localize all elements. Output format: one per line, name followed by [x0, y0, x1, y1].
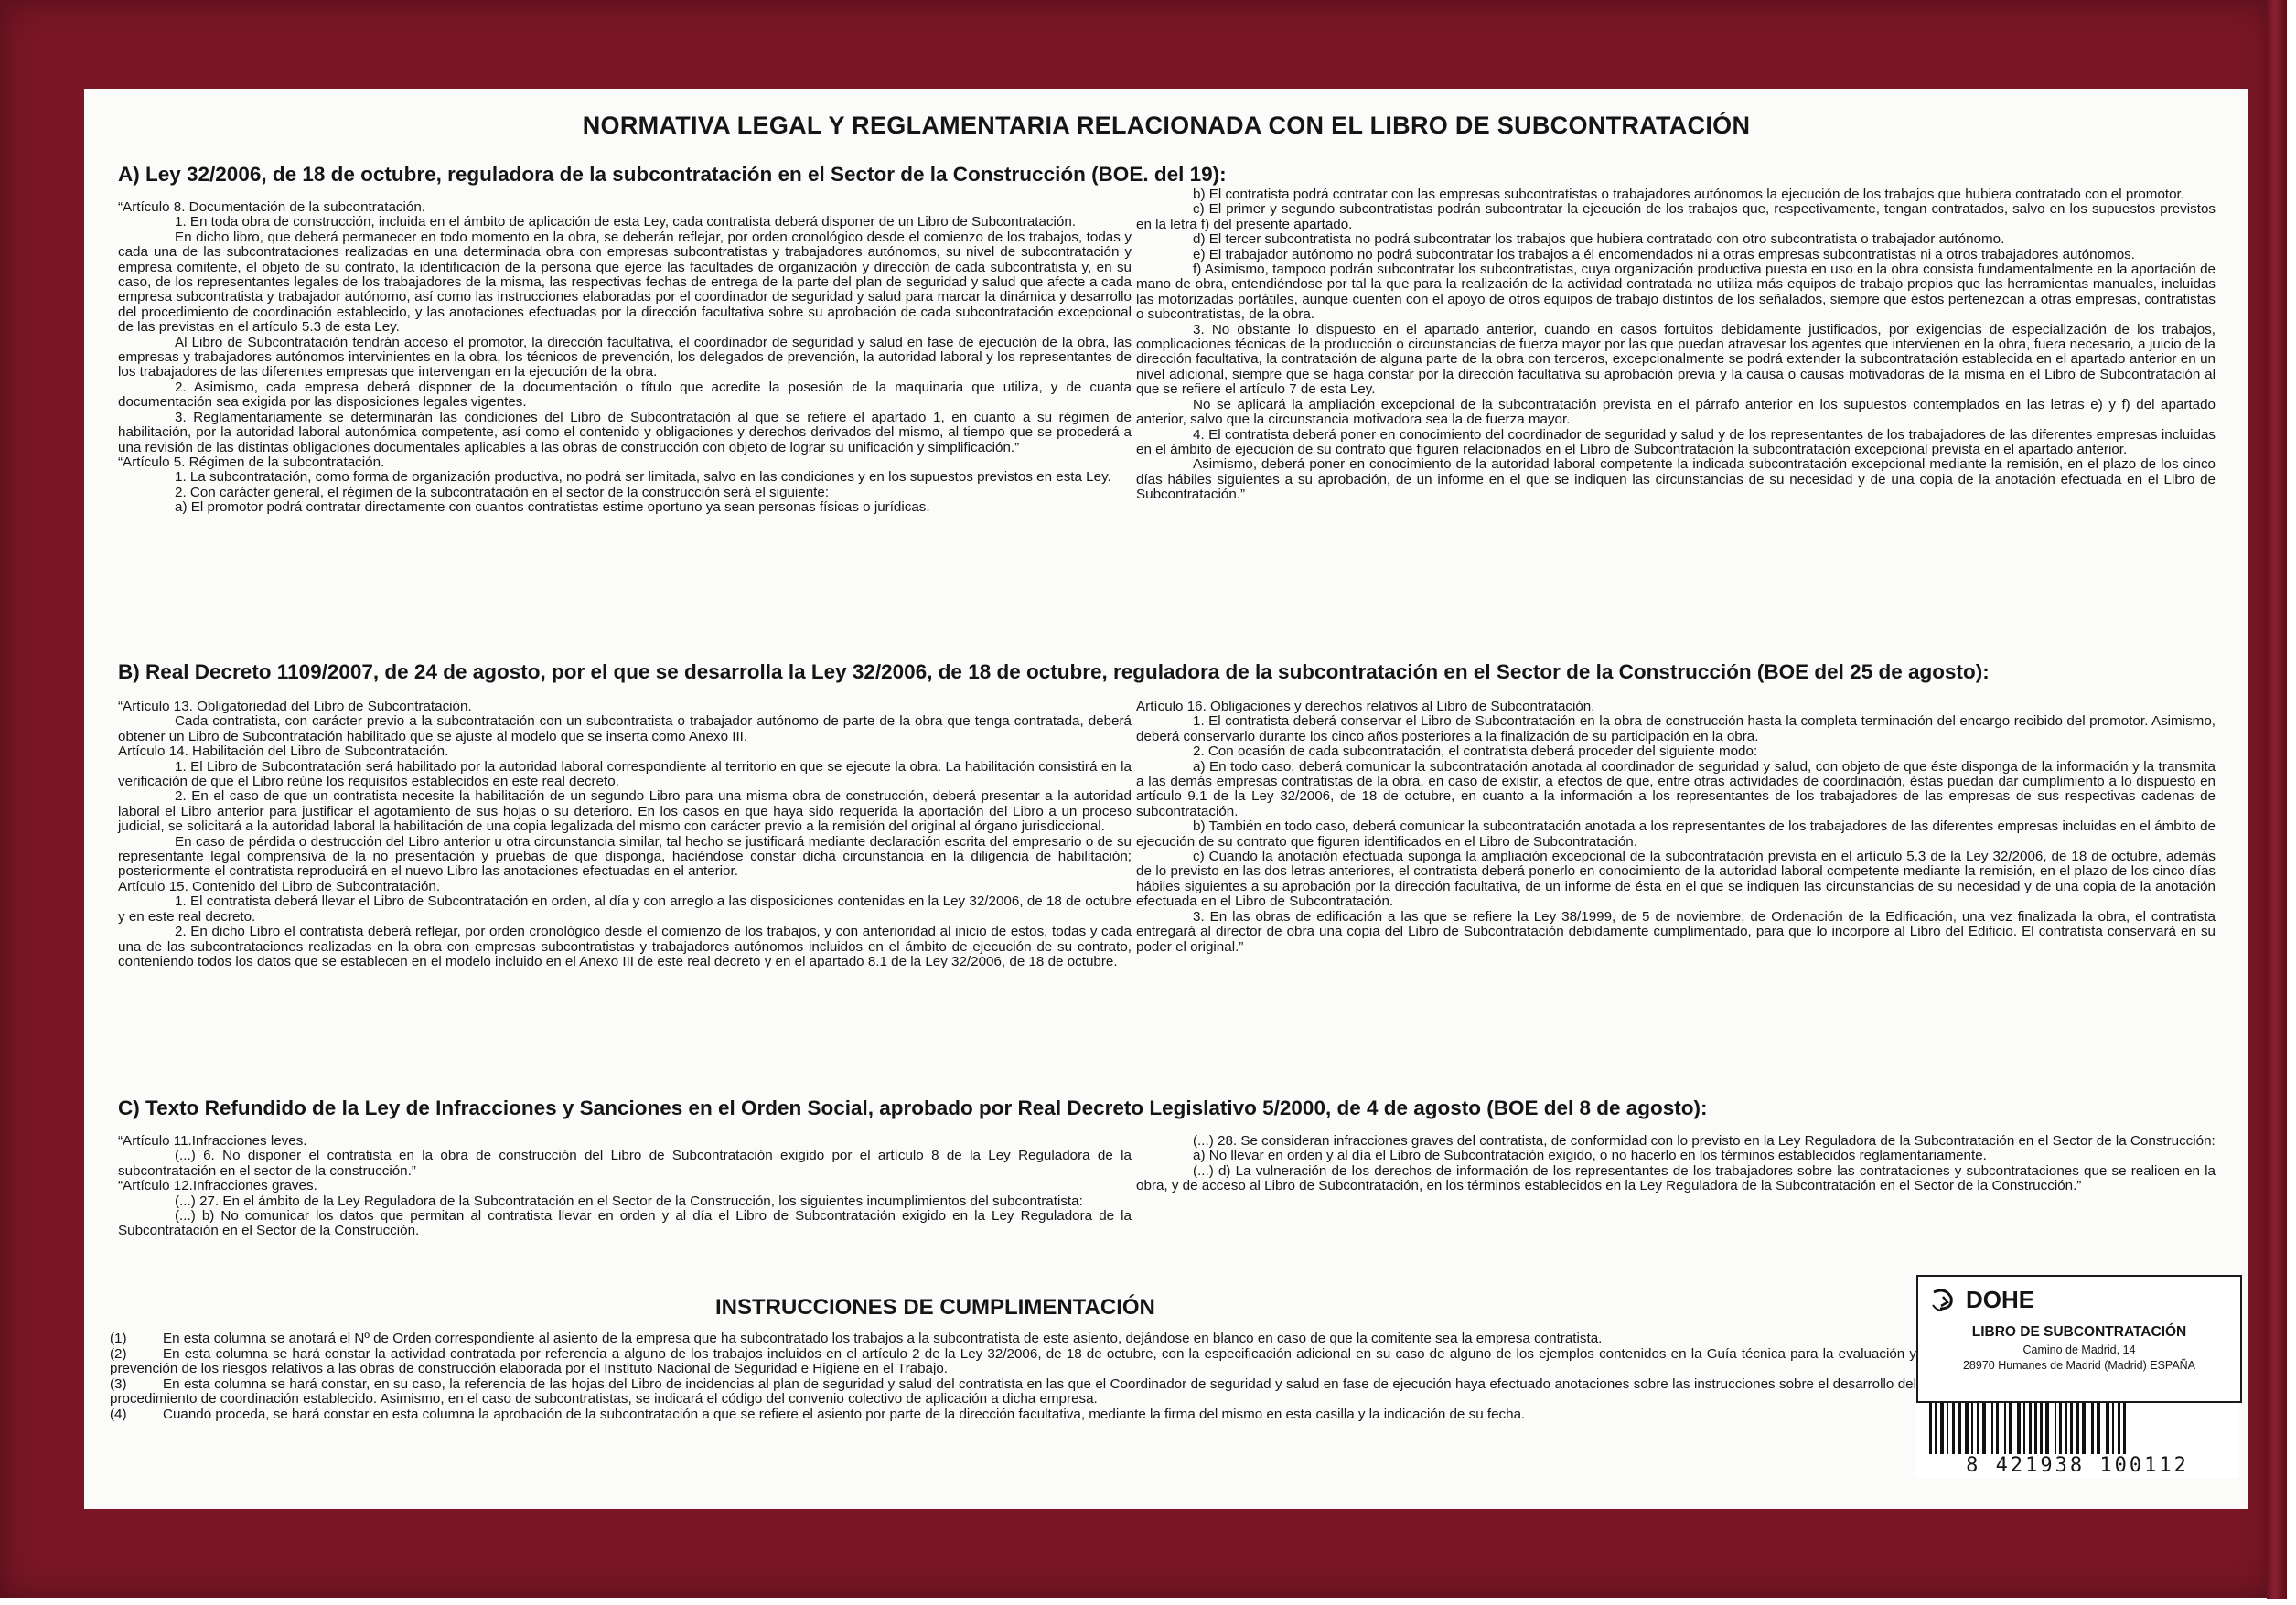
barcode-bar — [1958, 1403, 1961, 1454]
instructions-title: INSTRUCCIONES DE CUMPLIMENTACIÓN — [715, 1295, 1155, 1320]
paragraph: a) No llevar en orden y al día el Libro de Subcontratación exigido, o no hacerlo en los términos establecidos reglamentariamente. — [1193, 1148, 1987, 1164]
paragraph: “Artículo 13. Obligatoriedad del Libro de Subcontratación. — [118, 699, 472, 714]
paragraph: f) Asimismo, tampoco podrán subcontratar los subcontratistas, cuya organización productiva puesta en uso en la obra consista fundamentalmente en la aportación de mano de obra, entendiéndose por tal la que para la realización de la actividad contratada no utiliza más equipos de trabajo propios que las herramientas manuales, incluidas las motorizadas portátiles, aunque cuenten con el apoyo de otros equipos de trabajo distintos de los señalados, siempre que éstos pertenezcan a otras empresas, contratistas o subcontratistas, de la obra. — [1136, 262, 2216, 323]
paragraph: En caso de pérdida o destrucción del Libro anterior u otra circunstancia similar, tal hecho se justificará mediante declaración escrita del empresario o de su representante legal comprensiva de la no presentación y pruebas de que disponga, haciéndose constar dicha circunstancia en la diligencia de habilitación; posteriormente el contratista reproducirá en el nuevo Libro las anotaciones efectuadas en el anterior. — [118, 833, 1132, 880]
barcode-number: 8 421938 100112 — [1916, 1454, 2238, 1477]
paragraph: (...) b) No comunicar los datos que permitan al contratista llevar en orden y al día el Libro de Subcontratación exigido en la Ley Reguladora de la Subcontratación en el Sector de la Construcción. — [118, 1208, 1132, 1239]
paragraph: b) También en todo caso, deberá comunicar la subcontratación anotada a los representantes de los trabajadores de las diferentes empresas incluidas en el ámbito de ejecución de su contrato que figuren identificados en el Libro de Subcontratación. — [1136, 819, 2216, 850]
paragraph: Artículo 15. Contenido del Libro de Subcontratación. — [118, 878, 441, 894]
instructions-list — [110, 1332, 1916, 1423]
book-page-edge — [2267, 0, 2287, 1599]
barcode-bar — [1952, 1403, 1955, 1454]
barcode-bar — [2123, 1403, 2126, 1458]
barcode-bar — [1947, 1403, 1948, 1454]
paragraph: 3. Reglamentariamente se determinarán las condiciones del Libro de Subcontratación al que se refiere el apartado 1, en cuanto a su régimen de habilitación, por la autoridad laboral autonómica competente, así como el contenido y obligaciones y derechos derivados del mismo, al tiempo que se procederá a una revisión de las distintas obligaciones documentales aplicables a las obras de construcción con objeto de lograr su unificación y simplificación.” — [118, 409, 1132, 455]
paragraph: 2. En dicho Libro el contratista deberá reflejar, por orden cronológico desde el comienzo de los trabajos, y con anterioridad al inicio de estos, todas y cada una de las subcontrataciones realizadas en la obra con empresas subcontratistas y trabajadores autónomos incluidos en el ámbito de ejecución de su contrato, conteniendo todos los datos que se establecen en el modelo incluido en el Anexo III de este real decreto y en el apartado 8.1 de la Ley 32/2006, de 18 de octubre. — [118, 924, 1132, 969]
instruction-number: (2) — [110, 1345, 127, 1362]
paragraph: 1. El contratista deberá llevar el Libro de Subcontratación en orden, al día y con arreglo a las disposiciones contenidas en la Ley 32/2006, de 18 de octubre y en este real decreto. — [118, 893, 1132, 925]
instruction-number: (1) — [110, 1331, 127, 1346]
paragraph: Asimismo, deberá poner en conocimiento de la autoridad laboral competente la indicada subcontratación excepcional mediante la remisión, en el plazo de los cinco días hábiles siguientes a su aprobación, de un informe en el que se indiquen las circunstancias de su necesidad y de una copia de la anotación efectuada en el Libro de Subcontratación.” — [1136, 456, 2216, 503]
barcode-bar — [2017, 1403, 2021, 1454]
publisher-address-line2: 28970 Humanes de Madrid (Madrid) ESPAÑA — [1962, 1359, 2196, 1372]
paragraph: “Artículo 8. Documentación de la subcontratación. — [118, 199, 425, 215]
paragraph: “Artículo 12.Infracciones graves. — [118, 1178, 317, 1194]
section-b-heading: B) Real Decreto 1109/2007, de 24 de agosto, por el que se desarrolla la Ley 32/2006, de 18 de octubre, reguladora de la subcontratación en el Sector de la Construcción (BOE del 25 de agosto): — [118, 660, 1990, 683]
paragraph: (...) d) La vulneración de los derechos de información de los representantes de los trabajadores sobre las contrataciones y subcontrataciones que se realicen en la obra, y de acceso al Libro de Subcontratación, en los términos establecidos en la Ley Reguladora de la Subcontratación en el Sector de la Construcción.” — [1136, 1162, 2216, 1194]
barcode — [1916, 1403, 2238, 1478]
barcode-bar — [2065, 1403, 2067, 1454]
barcode-bar — [2009, 1403, 2012, 1454]
section-c-heading: C) Texto Refundido de la Ley de Infracciones y Sanciones en el Orden Social, aprobado por Real Decreto Legislativo 5/2000, de 4 de agosto (BOE del 8 de agosto): — [118, 1097, 1708, 1119]
barcode-bar — [1965, 1403, 1969, 1454]
section-b-right-column — [1136, 700, 2216, 1075]
paragraph: 3. No obstante lo dispuesto en el apartado anterior, cuando en casos fortuitos debidamente justificados, por exigencias de especialización de los trabajos, complicaciones técnicas de la producción o circunstancias de fuerza mayor por las que puedan atravesar los agentes que intervienen en la obra, fuera necesario, a juicio de la dirección facultativa, la contratación de alguna parte de la obra con terceros, excepcionalmente se podrá extender la subcontratación establecida en el apartado anterior en un nivel adicional, siempre que se haga constar por la dirección facultativa su aprobación previa y la causa o causas motivadoras de la misma en el Libro de Subcontratación al que se refiere el artículo 7 de esta Ley. — [1136, 321, 2216, 398]
instruction-text: En esta columna se hará constar, en su caso, la referencia de las hojas del Libro de incidencias al plan de seguridad y salud del contratista en las que el Coordinador de seguridad y salud en fase de ejecución haya efectuado anotaciones sobre las instrucciones sobre el desarrollo del procedimiento de coordinación establecido. Asimismo, en el caso de subcontratistas, se indicará el código del convenio colectivo de aplicación a dicha empresa. — [110, 1375, 1916, 1407]
barcode-bar — [2004, 1403, 2006, 1454]
barcode-bar — [1982, 1403, 1986, 1454]
paragraph: Artículo 16. Obligaciones y derechos relativos al Libro de Subcontratación. — [1136, 699, 1595, 714]
barcode-bar — [2112, 1403, 2114, 1454]
paragraph: e) El trabajador autónomo no podrá subcontratar los trabajos a él encomendados ni a otras empresas subcontratistas ni a otros trabajadores autónomos. — [1193, 246, 2135, 262]
barcode-bar — [1971, 1403, 1973, 1454]
barcode-bar — [2118, 1403, 2120, 1458]
barcode-bar — [2106, 1403, 2109, 1454]
section-a-left-column — [118, 200, 1132, 648]
paragraph: 3. En las obras de edificación a las que se refiere la Ley 38/1999, de 5 de noviembre, de Ordenación de la Edificación, una vez finalizada la obra, el contratista entregará al director de obra una copia del Libro de Subcontratación debidamente cumplimentado, para que lo incorpore al Libro del Edificio. El contratista conservará en su poder el original.” — [1136, 908, 2216, 955]
publisher-address-line1: Camino de Madrid, 14 — [2022, 1343, 2136, 1356]
barcode-bar — [2045, 1403, 2049, 1454]
barcode-bar — [2070, 1403, 2073, 1454]
paragraph: c) El primer y segundo subcontratistas podrán subcontratar la ejecución de los trabajos que, respectivamente, tengan contratados, salvo en los supuestos previstos en la letra f) del presente apartado. — [1136, 201, 2216, 232]
paragraph: 2. Con ocasión de cada subcontratación, el contratista deberá proceder del siguiente modo: — [1193, 744, 1758, 760]
instruction-text: En esta columna se anotará el Nº de Orden correspondiente al asiento de la empresa que ha subcontratado los trabajos a la subcontratista de este asiento, dejándose en blanco en caso de que la comitente sea la empresa contratista. — [163, 1331, 1603, 1346]
barcode-bar — [2040, 1403, 2043, 1454]
paragraph: En dicho libro, que deberá permanecer en todo momento en la obra, se deberán reflejar, por orden cronológico desde el comienzo de los trabajos, todas y cada una de las subcontrataciones realizadas en una determinada obra con empresas subcontratistas y trabajadores autónomos, su nivel de subcontratación y empresa comitente, el objeto de su contrato, la identificación de la persona que ejerce las facultades de organización y dirección de cada subcontratista y, en su caso, de los representantes legales de los trabajadores de la misma, las respectivas fechas de entrega de la parte del plan de seguridad y salud que afecte a cada empresa subcontratista y trabajador autónomo, así como las instrucciones elaboradas por el coordinador de seguridad y salud para marcar la dinámica y desarrollo del procedimiento de coordinación establecido, y las anotaciones efectuadas por la dirección facultativa sobre su aprobación de cada subcontratación excepcional de las previstas en el artículo 5.3 de esta Ley. — [118, 229, 1132, 336]
section-a-right-column — [1136, 187, 2216, 645]
paragraph: 2. En el caso de que un contratista necesite la habilitación de un segundo Libro para una misma obra de construcción, deberá presentar a la autoridad laboral el Libro anterior para justificar el agotamiento de sus hojas o su deterioro. En los casos en que haya sido requerida la aportación del Libro a un proceso judicial, se solicitará a la autoridad laboral la habilitación de una copia legalizada del mismo con carácter previo a la remisión del original al órgano jurisdiccional. — [118, 788, 1132, 835]
paragraph: 1. El Libro de Subcontratación será habilitado por la autoridad laboral correspondiente al territorio en que se ejecute la obra. La habilitación consistirá en la verificación de que el Libro reúne los requisitos establecidos en este real decreto. — [118, 758, 1132, 790]
paragraph: 1. En toda obra de construcción, incluida en el ámbito de aplicación de esta Ley, cada contratista deberá disponer de un Libro de Subcontratación. — [175, 214, 1077, 230]
paragraph: (...) 27. En el ámbito de la Ley Reguladora de la Subcontratación en el Sector de la Construcción, los siguientes incumplimientos del subcontratista: — [175, 1193, 1083, 1209]
barcode-bar — [1977, 1403, 1979, 1454]
main-title: NORMATIVA LEGAL Y REGLAMENTARIA RELACIONADA CON EL LIBRO DE SUBCONTRATACIÓN — [582, 112, 1751, 139]
paragraph: 2. Asimismo, cada empresa deberá disponer de la documentación o título que acredite la posesión de la maquinaria que utiliza, y de cuanta documentación sea exigida por las disposiciones legales vigentes. — [118, 379, 1132, 411]
dohe-logo-icon — [1931, 1289, 1962, 1312]
product-name: LIBRO DE SUBCONTRATACIÓN — [1971, 1324, 2187, 1340]
barcode-bar — [1996, 1403, 1999, 1454]
paragraph: a) En todo caso, deberá comunicar la subcontratación anotada al coordinador de seguridad y salud, con objeto de que éste disponga de la información y la transmita a las demás empresas contratistas de la obra, en caso de existir, a efectos de que, entre otras actividades de coordinación, éstas puedan dar cumplimiento a lo dispuesto en artículo 9.1 de la Ley 32/2006, de 18 de octubre, en cuanto a la información a los representantes de los trabajadores de las empresas de sus respectivas cadenas de subcontratación. — [1136, 758, 2216, 819]
barcode-bar — [1935, 1403, 1937, 1458]
barcode-bar — [2097, 1403, 2100, 1454]
brand-name: DOHE — [1966, 1286, 2035, 1313]
barcode-bar — [2059, 1403, 2062, 1454]
instruction-item — [110, 1377, 1916, 1407]
barcode-bar — [2029, 1403, 2032, 1458]
instruction-item — [110, 1332, 1916, 1347]
barcode-bar — [2034, 1403, 2037, 1458]
section-c-left-column — [118, 1134, 1132, 1262]
barcode-bar — [1940, 1403, 1944, 1454]
instruction-text: En esta columna se hará constar la actividad contratada por referencia a alguno de los trabajos incluidos en el artículo 2 de la Ley 32/2006, de 18 de octubre, con la especificación adicional en su caso de alguno de los ejemplos contenidos en la Guía técnica para la evaluación y prevención de los riesgos relativos a las obras de construcción elaborada por el Instituto Nacional de Seguridad e Higiene en el Trabajo. — [110, 1345, 1916, 1377]
barcode-bar — [1991, 1403, 1993, 1454]
paragraph: c) Cuando la anotación efectuada suponga la ampliación excepcional de la subcontratación prevista en el artículo 5.3 de la Ley 32/2006, de 18 de octubre, además de lo previsto en las dos letras anteriores, el contratista deberá ponerlo en conocimiento de la autoridad laboral competente mediante la remisión, en el plazo de los cinco días hábiles siguientes a su aprobación por la dirección facultativa, de un informe de ésta en el que se indiquen las circunstancias de su necesidad y de una copia de la anotación efectuada en el Libro de Subcontratación. — [1136, 849, 2216, 910]
paragraph: (...) 6. No disponer el contratista en la obra de construcción del Libro de Subcontratación exigido por el artículo 8 de la Ley Reguladora de la subcontratación en el sector de la construcción.” — [118, 1148, 1132, 1179]
paragraph: 1. La subcontratación, como forma de organización productiva, no podrá ser limitada, salvo en las condiciones y en los supuestos previstos en esta Ley. — [175, 469, 1111, 486]
paragraph: Cada contratista, con carácter previo a la subcontratación con un subcontratista o trabajador autónomo de parte de la obra que tenga contratada, deberá obtener un Libro de Subcontratación habilitado que se ajuste al modelo que se inserta como Anexo III. — [118, 713, 1132, 744]
publisher-label — [1916, 1275, 2242, 1403]
section-c-right-column — [1136, 1134, 2216, 1262]
publisher-brand — [1931, 1286, 2034, 1314]
barcode-bar — [2082, 1403, 2086, 1454]
barcode-bar — [2023, 1403, 2025, 1454]
paragraph: d) El tercer subcontratista no podrá subcontratar los trabajos que hubiera contratado con otro subcontratista o trabajador autónomo. — [1193, 231, 2005, 248]
section-b-left-column — [118, 700, 1132, 1075]
instruction-number: (4) — [110, 1406, 127, 1422]
paragraph: Artículo 14. Habilitación del Libro de Subcontratación. — [118, 744, 449, 760]
paragraph: “Artículo 11.Infracciones leves. — [118, 1133, 307, 1149]
instruction-item — [110, 1407, 1916, 1423]
paragraph: (...) 28. Se consideran infracciones graves del contratista, de conformidad con lo previsto en la Ley Reguladora de la Subcontratación en el Sector de la Construcción: — [1193, 1133, 2216, 1149]
barcode-bar — [2055, 1403, 2056, 1454]
paragraph: a) El promotor podrá contratar directamente con cuantos contratistas estime oportuno ya sean personas físicas o jurídicas. — [175, 499, 930, 516]
paragraph: 4. El contratista deberá poner en conocimiento del coordinador de seguridad y salud y de los representantes de los trabajadores de las diferentes empresas incluidas en el ámbito de ejecución de su contrato que figuren relacionados en el Libro de Subcontratación la subcontratación excepcional prevista en el apartado anterior. — [1136, 426, 2216, 457]
paragraph: “Artículo 5. Régimen de la subcontratación. — [118, 454, 385, 470]
printed-sheet — [84, 89, 2248, 1509]
section-a-heading: A) Ley 32/2006, de 18 de octubre, reguladora de la subcontratación en el Sector de la Construcción (BOE. del 19): — [118, 163, 1227, 186]
paragraph: No se aplicará la ampliación excepcional de la subcontratación prevista en el párrafo anterior en los supuestos contemplados en las letras e) y f) del apartado anterior, salvo que la circunstancia motivadora sea la de fuerza mayor. — [1136, 396, 2216, 428]
paragraph: Al Libro de Subcontratación tendrán acceso el promotor, la dirección facultativa, el coordinador de seguridad y salud en fase de ejecución de la obra, las empresas y trabajadores autónomos intervinientes en la obra, los técnicos de prevención, los delegados de prevención, la autoridad laboral y los representantes de los trabajadores de las diferentes empresas que intervengan en la ejecución de la obra. — [118, 334, 1132, 380]
instruction-item — [110, 1347, 1916, 1377]
paragraph: 1. El contratista deberá conservar el Libro de Subcontratación en la obra de construcción hasta la completa terminación del encargo recibido del promotor. Asimismo, deberá conservarlo durante los cinco años posteriores a la finalización de su participación en la obra. — [1136, 713, 2216, 744]
barcode-bar — [2076, 1403, 2079, 1454]
barcode-bars — [1916, 1403, 2238, 1458]
paragraph: b) El contratista podrá contratar con las empresas subcontratistas o trabajadores autónomos la ejecución de los trabajos que hubiera contratado con el promotor. — [1193, 187, 2184, 202]
barcode-bar — [2091, 1403, 2094, 1454]
barcode-bar — [1929, 1403, 1932, 1458]
instruction-number: (3) — [110, 1375, 127, 1392]
instruction-text: Cuando proceda, se hará constar en esta columna la aprobación de la subcontratación a que se refiere el asiento por parte de la dirección facultativa, mediante la firma del mismo en esta casilla y la indicación de su fecha. — [163, 1406, 1526, 1422]
paragraph: 2. Con carácter general, el régimen de la subcontratación en el sector de la construcción será el siguiente: — [175, 484, 830, 500]
